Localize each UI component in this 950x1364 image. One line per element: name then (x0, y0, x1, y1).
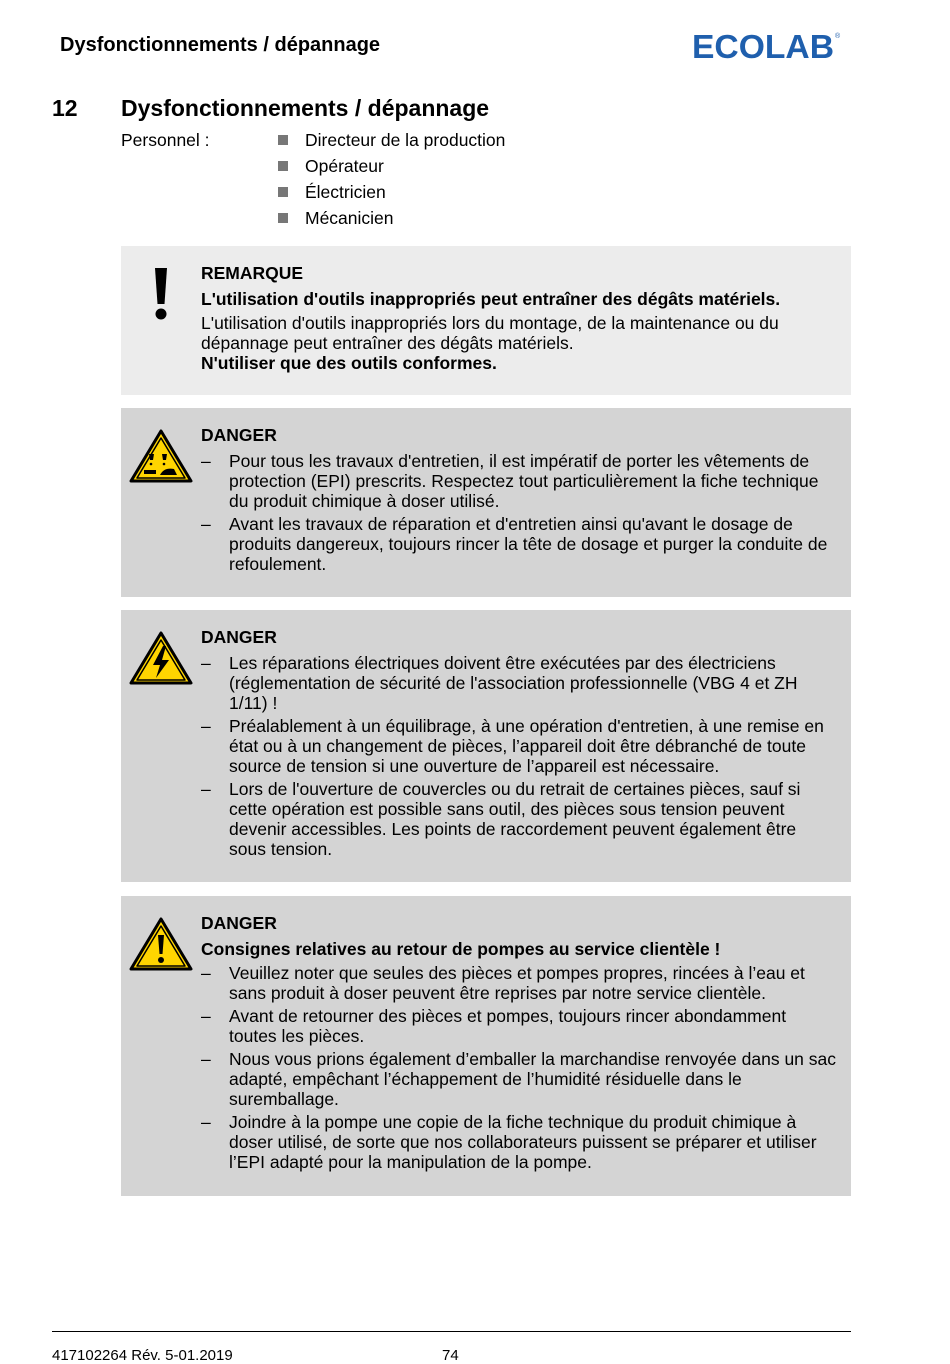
danger-box-return (121, 896, 851, 1196)
danger-box-electrical (121, 610, 851, 882)
note-text: L'utilisation d'outils inappropriés lors du montage, de la maintenance ou du dépannage peut entraîner des dégâts matériels. (201, 313, 779, 353)
exclamation-icon (148, 266, 174, 322)
list-item: – Avant les travaux de réparation et d'entretien ainsi qu'avant le dosage de produits dangereux, toujours rincer la tête de dosage et purger la conduite de refoulement. (201, 514, 828, 574)
note-emphasis: N'utiliser que des outils conformes. (201, 353, 497, 373)
bullet-square-icon (278, 187, 288, 197)
corrosive-warning-icon (129, 428, 193, 484)
bullet-square-icon (278, 213, 288, 223)
note-subtitle: L'utilisation d'outils inappropriés peut entraîner des dégâts matériels. (201, 289, 781, 309)
section-title: Dysfonctionnements / dépannage (121, 95, 490, 121)
danger2-list (201, 653, 837, 859)
personnel-list (278, 130, 505, 234)
personnel-item: Opérateur (278, 156, 505, 182)
ecolab-logo-text: ECOLAB (692, 28, 834, 64)
list-item: – Les réparations électriques doivent être exécutées par des électriciens (réglementation de sécurité de l'association professionnelle (VBG 4 et ZH 1/11) ! (201, 653, 798, 713)
list-item: – Lors de l'ouverture de couvercles ou du retrait de certaines pièces, sauf si cette opération est possible sans outil, des pièces sous tension peuvent devenir accessibles. Les points de raccordement peuvent également être sous tension. (201, 779, 801, 859)
footer-divider (52, 1331, 851, 1332)
bullet-square-icon (278, 161, 288, 171)
general-warning-icon (129, 916, 193, 972)
danger1-list (201, 451, 837, 574)
danger2-heading: DANGER (201, 627, 277, 647)
electrical-warning-icon (129, 630, 193, 686)
personnel-item: Mécanicien (278, 208, 505, 234)
section-number: 12 (52, 95, 78, 121)
list-item: – Joindre à la pompe une copie de la fiche technique du produit chimique à doser utilisé, de sorte que nos collaborateurs puissent se préparer et utiliser l’EPI adapté pour la manipulation de la pompe. (201, 1112, 817, 1172)
danger3-list (201, 963, 837, 1172)
list-item: – Pour tous les travaux d'entretien, il est impératif de porter les vêtements de protection (EPI) prescrits. Respectez tout particulièrement la fiche technique du produit chimique à doser utilisé. (201, 451, 819, 511)
personnel-label: Personnel : (121, 130, 210, 150)
personnel-item: Électricien (278, 182, 505, 208)
list-item: – Préalablement à un équilibrage, à une opération d'entretien, à une remise en état ou à un changement de pièces, l’appareil doit être débranché de toute source de tension si une ouverture de l’appareil est nécessaire. (201, 716, 824, 776)
personnel-item: Directeur de la production (278, 130, 505, 156)
page-number: 74 (442, 1347, 459, 1364)
danger-box-chemical (121, 408, 851, 597)
list-item: – Nous vous prions également d’emballer la marchandise renvoyée dans un sac adapté, empêchant l’échappement de l’humidité résiduelle dans le suremballage. (201, 1049, 837, 1109)
ecolab-logo (692, 28, 842, 64)
list-item: – Veuillez noter que seules des pièces et pompes propres, rincées à l’eau et sans produit à doser peuvent être reprises par notre service clientèle. (201, 963, 805, 1003)
page-header-title: Dysfonctionnements / dépannage (60, 34, 381, 56)
danger1-heading: DANGER (201, 425, 277, 445)
danger3-subtitle: Consignes relatives au retour de pompes au service clientèle ! (201, 939, 721, 959)
document-id: 417102264 Rév. 5-01.2019 (52, 1347, 233, 1364)
note-box (121, 246, 851, 395)
list-item: – Avant de retourner des pièces et pompes, toujours rincer abondamment toutes les pièces. (201, 1006, 787, 1046)
bullet-square-icon (278, 135, 288, 145)
svg-text:®: ® (835, 33, 841, 40)
danger3-heading: DANGER (201, 913, 277, 933)
note-heading: REMARQUE (201, 263, 304, 283)
